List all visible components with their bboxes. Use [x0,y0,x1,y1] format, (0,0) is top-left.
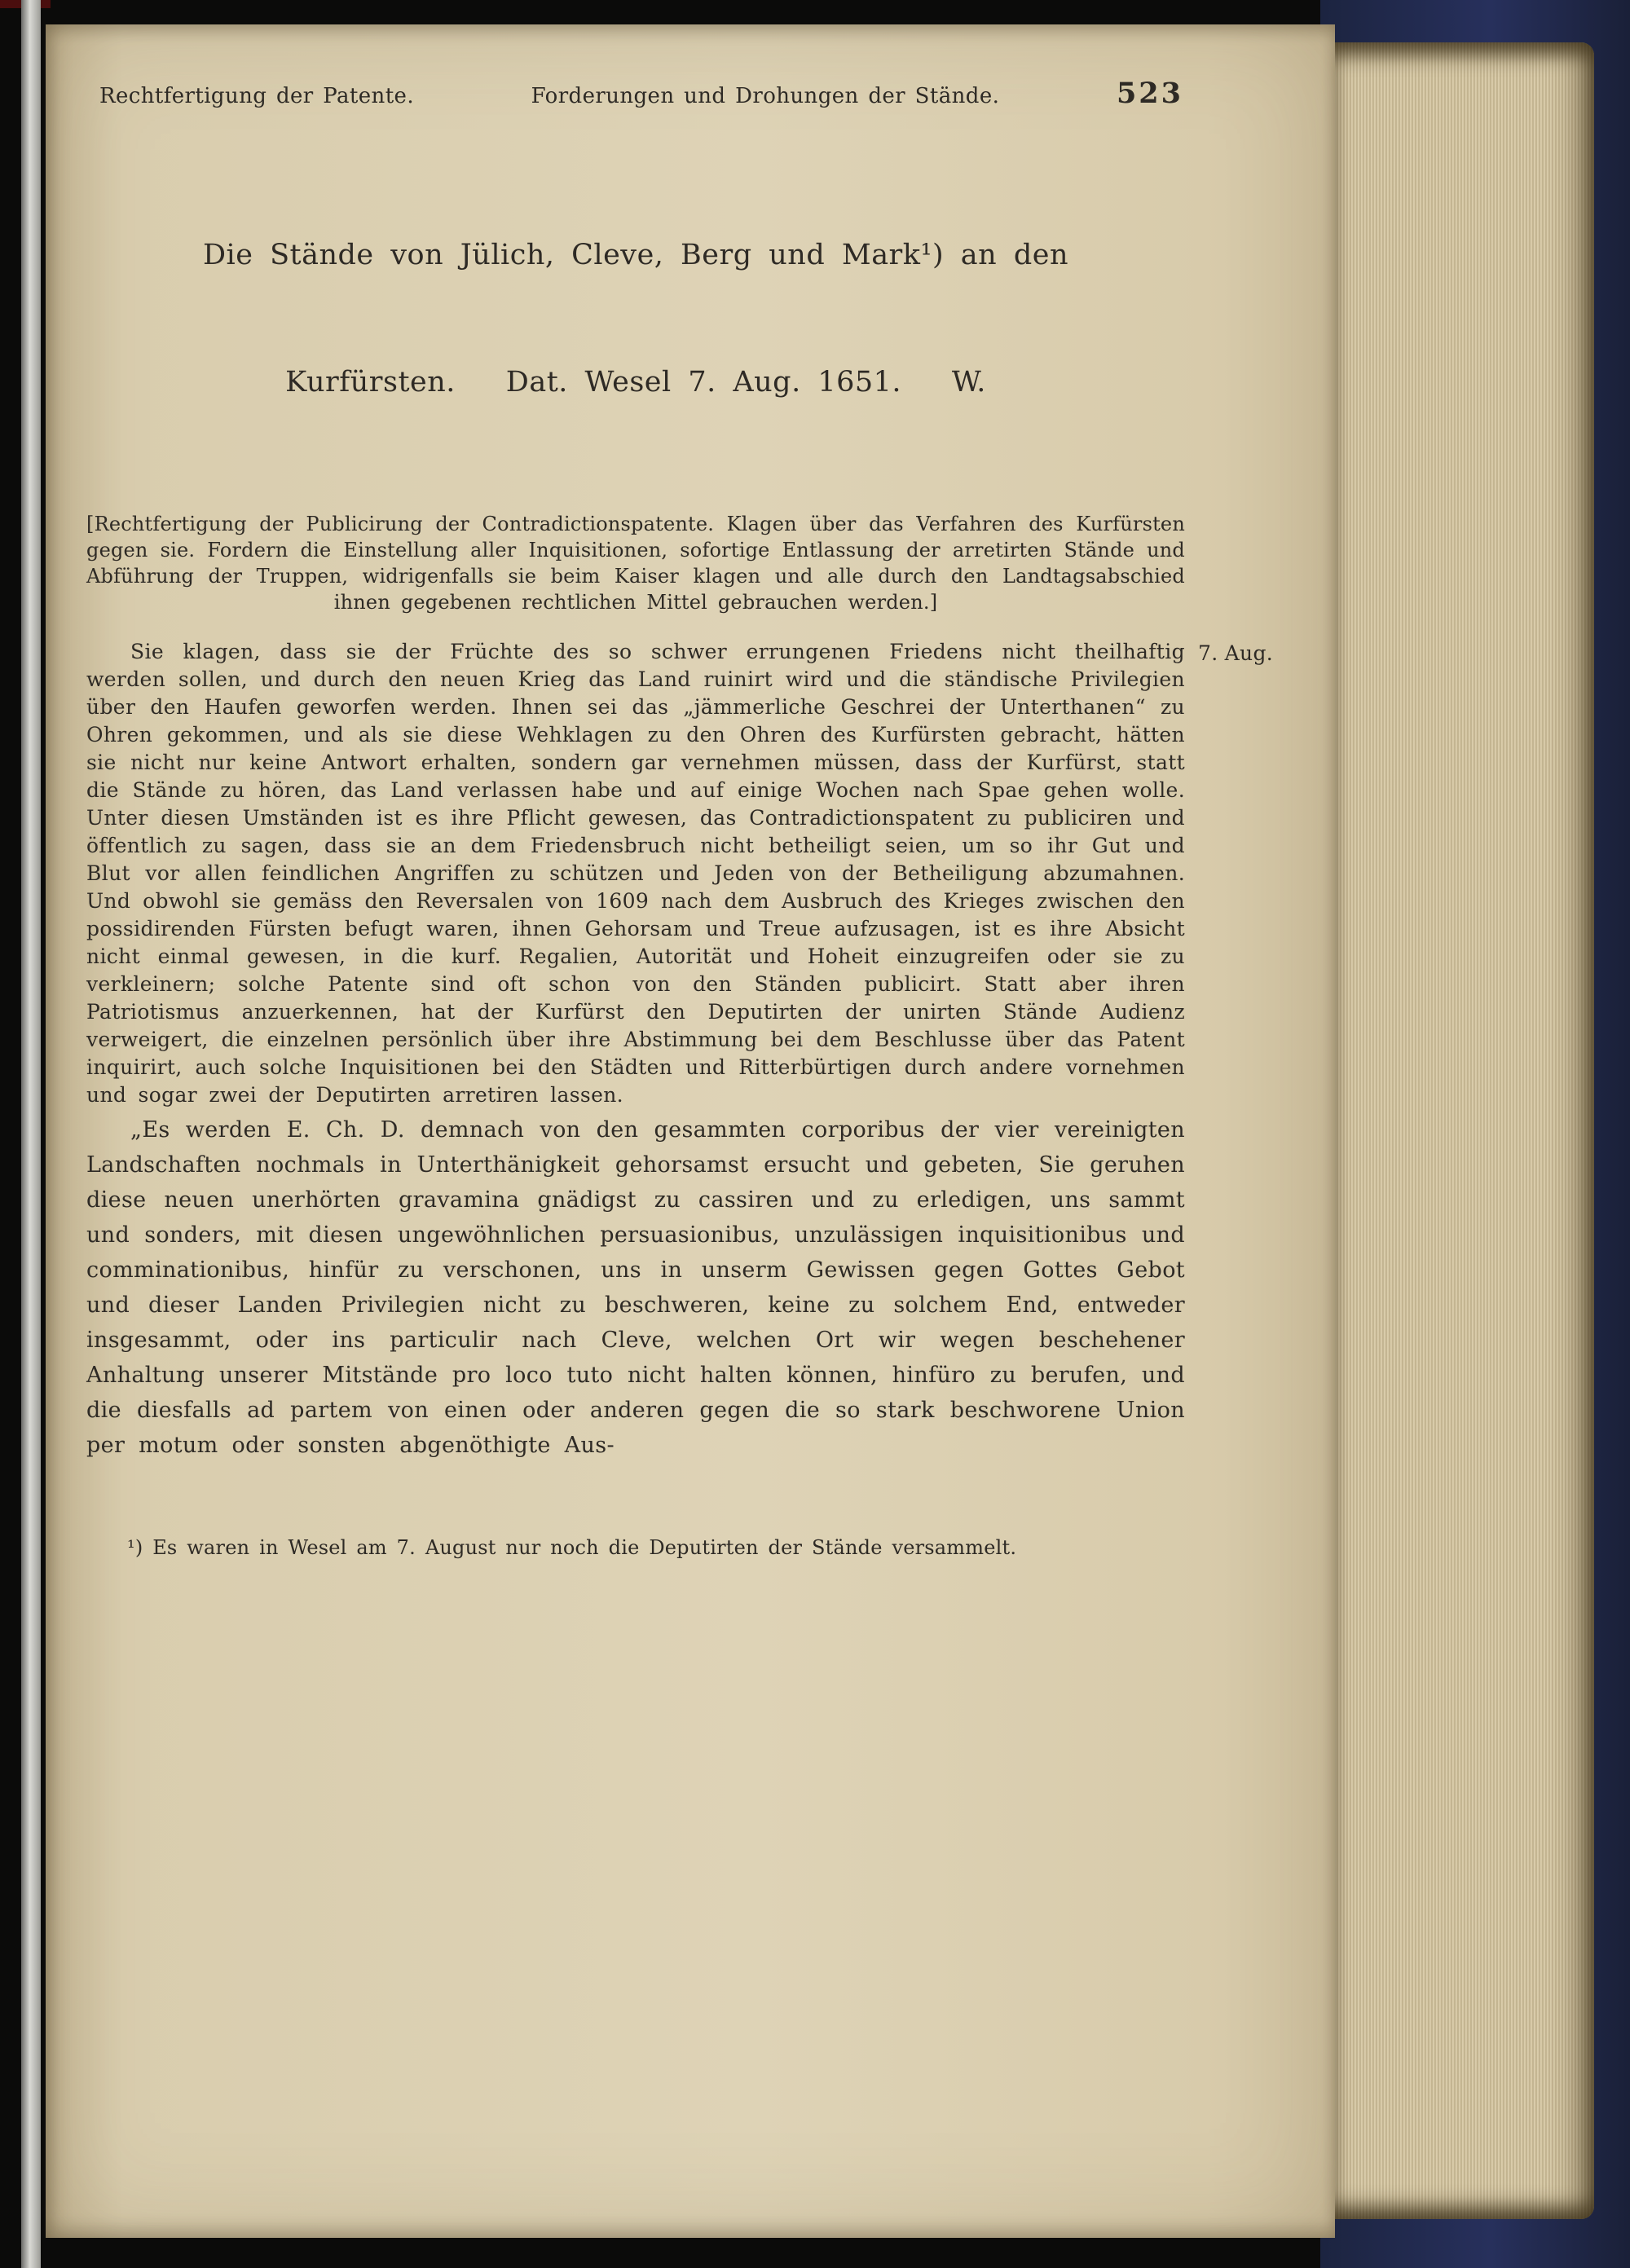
margin-date-note: 7. Aug. [1197,641,1273,665]
body-text [86,638,1273,1463]
page-number: 523 [1116,77,1183,110]
running-head-center: Forderungen und Drohungen der Stände. [531,84,1000,108]
page-content [86,77,1273,1561]
footnote-text: ¹) Es waren in Wesel am 7. August nur noch die Deputirten der Stände versammelt. [127,1536,1017,1559]
document-title-line1: Die Stände von Jülich, Cleve, Berg und Mark¹) an den [202,239,1069,271]
document-title [86,149,1185,488]
adjacent-page-edge [21,0,41,2268]
footnote-block [86,1535,1185,1561]
body-paragraph-1: Sie klagen, dass sie der Früchte des so schwer errungenen Friedens nicht theilhaftig werden sollen, und durch den neuen Krieg das Land ruinirt wird und die ständische Privilegien über den Haufen geworfen werden. Ihnen sei das „jämmerliche Geschrei der Unterthanen“ zu Ohren gekommen, und als sie diese Wehklagen zu den Ohren des Kurfürsten gebracht, hätten sie nicht nur keine Antwort erhalten, sondern gar vernehmen müssen, dass der Kurfürst, statt die Stände zu hören, das Land verlassen habe und auf einige Wochen nach Spae gehen wolle. Unter diesen Umständen ist es ihre Pflicht gewesen, das Contradictionspatent zu publiciren und öffentlich zu sagen, dass sie an dem Friedensbruch nicht betheiligt seien, um so ihr Gut und Blut vor allen feindlichen Angriffen zu schützen und Jeden von der Betheiligung abzumahnen. Und obwohl sie gemäss den Reversalen von 1609 nach dem Ausbruch des Krieges zwischen den possidirenden Fürsten befugt waren, ihnen Gehorsam und Treue aufzusagen, ist es ihre Absicht nicht einmal gewesen, in die kurf. Regalien, Autorität und Hoheit einzugreifen oder sie zu verkleinern; solche Patente sind oft schon von den Ständen publicirt. Statt aber ihren Patriotismus anzuerkennen, hat der Kurfürst den Deputirten der unirten Stände Audienz verweigert, die einzelnen persönlich über ihre Abstimmung bei dem Beschlusse über das Patent inquirirt, auch solche Inquisitionen bei den Städten und Ritterbürtigen durch andere vornehmen und sogar zwei der Deputirten arretiren lassen. [86,640,1185,1107]
body-paragraph-2: „Es werden E. Ch. D. demnach von den gesammten corporibus der vier vereinigten Landschaften nochmals in Unterthänigkeit gehorsamst ersucht und gebeten, Sie geruhen diese neuen unerhörten gravamina gnädigst zu cassiren und zu erledigen, uns sammt und sonders, mit diesen ungewöhnlichen persuasionibus, unzulässigen inquisitionibus und comminationibus, hinfür zu verschonen, uns in unserm Gewissen gegen Gottes Gebot und dieser Landen Privilegien nicht zu beschweren, keine zu solchem End, entweder insgesammt, oder ins particulir nach Cleve, welchen Ort wir wegen beschehener Anhaltung unserer Mitstände pro loco tuto nicht halten können, hinfüro zu berufen, und die diesfalls ad partem von einen oder anderen gegen die so stark beschworene Union per motum oder sonsten abgenöthigte Aus- [86,1117,1185,1458]
summary-abstract: [Rechtfertigung der Publicirung der Contradictionspatente. Klagen über das Verfahren des Kurfürsten gegen sie. Fordern die Einstellung aller Inquisitionen, sofortige Entlassung der arretirten Stände und Abführung der Truppen, widrigenfalls sie beim Kaiser klagen und alle durch den Landtagsabschied ihnen gegebenen rechtlichen Mittel gebrauchen werden.] [86,513,1185,614]
book-page [46,24,1335,2238]
running-head-left: Rechtfertigung der Patente. [99,84,414,108]
document-title-line2: Kurfürsten. Dat. Wesel 7. Aug. 1651. W. [285,366,986,399]
page-fore-edges [1325,42,1594,2219]
running-head [86,77,1185,110]
